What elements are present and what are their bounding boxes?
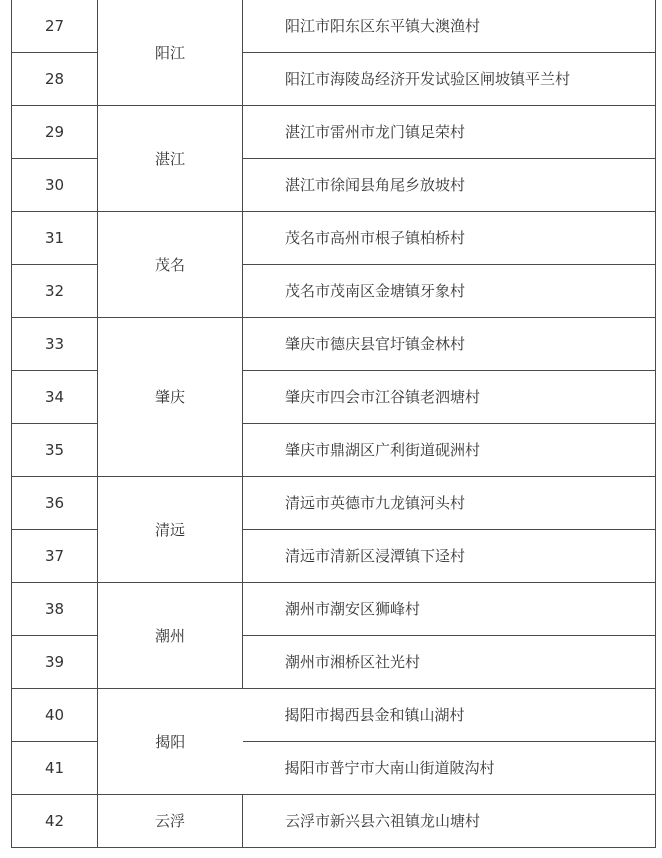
city-name: 阳江: [98, 0, 243, 106]
village-table: [11, 0, 656, 848]
city-name: 云浮: [98, 795, 243, 848]
row-number: 35: [12, 424, 98, 477]
row-number: 38: [12, 583, 98, 636]
city-name: 清远: [98, 477, 243, 583]
table-row: [12, 689, 656, 742]
row-number: 34: [12, 371, 98, 424]
city-name: 茂名: [98, 212, 243, 318]
table-row: [12, 212, 656, 265]
row-number: 36: [12, 477, 98, 530]
row-number: 28: [12, 53, 98, 106]
village-name: 肇庆市四会市江谷镇老泗塘村: [243, 371, 656, 424]
table-row: [12, 477, 656, 530]
row-number: 27: [12, 0, 98, 53]
row-number: 37: [12, 530, 98, 583]
row-number: 33: [12, 318, 98, 371]
village-name: 茂名市茂南区金塘镇牙象村: [243, 265, 656, 318]
table-row: [12, 583, 656, 636]
village-name: 肇庆市德庆县官圩镇金林村: [243, 318, 656, 371]
table-row: [12, 318, 656, 371]
village-name: 肇庆市鼎湖区广利街道砚洲村: [243, 424, 656, 477]
row-number: 29: [12, 106, 98, 159]
village-name: 湛江市雷州市龙门镇足荣村: [243, 106, 656, 159]
row-number: 41: [12, 742, 98, 795]
village-name: 云浮市新兴县六祖镇龙山塘村: [243, 795, 656, 848]
village-name: 清远市清新区浸潭镇下迳村: [243, 530, 656, 583]
village-name: 阳江市阳东区东平镇大澳渔村: [243, 0, 656, 53]
city-name: 揭阳: [98, 689, 243, 795]
village-name: 阳江市海陵岛经济开发试验区闸坡镇平兰村: [243, 53, 656, 106]
village-name: 潮州市湘桥区社光村: [243, 636, 656, 689]
city-name: 肇庆: [98, 318, 243, 477]
village-name: 潮州市潮安区狮峰村: [243, 583, 656, 636]
row-number: 32: [12, 265, 98, 318]
village-name: 茂名市高州市根子镇柏桥村: [243, 212, 656, 265]
table-row: [12, 795, 656, 848]
city-name: 湛江: [98, 106, 243, 212]
row-number: 42: [12, 795, 98, 848]
table-row: [12, 0, 656, 53]
village-table-body: [12, 0, 656, 848]
village-name: 揭阳市揭西县金和镇山湖村: [243, 689, 656, 742]
village-name: 湛江市徐闻县角尾乡放坡村: [243, 159, 656, 212]
row-number: 30: [12, 159, 98, 212]
row-number: 31: [12, 212, 98, 265]
row-number: 40: [12, 689, 98, 742]
village-name: 揭阳市普宁市大南山街道陂沟村: [243, 742, 656, 795]
city-name: 潮州: [98, 583, 243, 689]
table-row: [12, 106, 656, 159]
row-number: 39: [12, 636, 98, 689]
village-name: 清远市英德市九龙镇河头村: [243, 477, 656, 530]
